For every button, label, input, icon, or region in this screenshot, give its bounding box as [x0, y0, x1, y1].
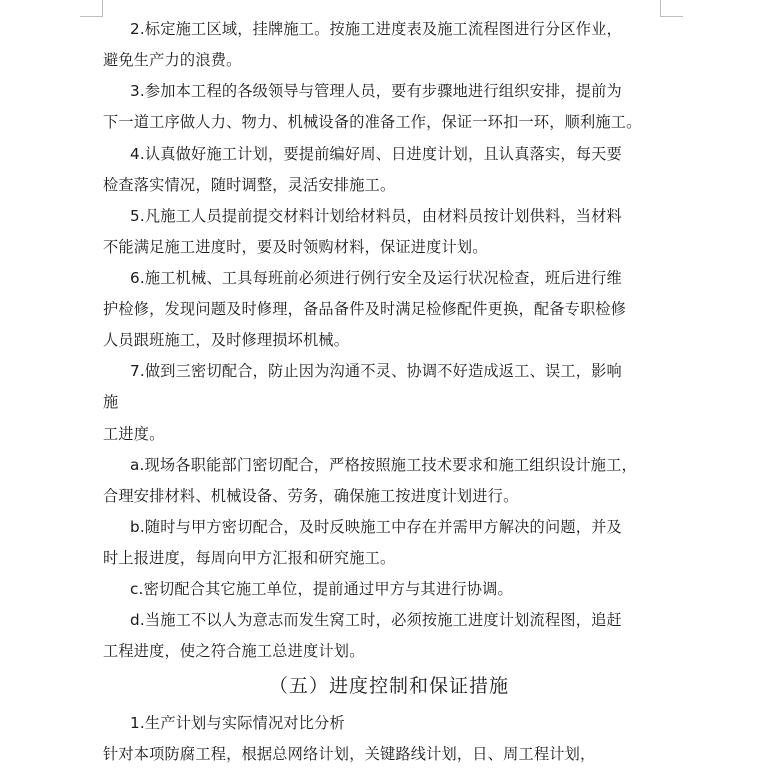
text-line: 5.凡施工人员提前提交材料计划给材料员，由材料员按计划供料，当材料	[130, 207, 622, 225]
text-line: b.随时与甲方密切配合，及时反映施工中存在并需甲方解决的问题，并及	[130, 518, 622, 536]
text-line: 4.认真做好施工计划，要提前编好周、日进度计划，且认真落实，每天要	[130, 145, 622, 163]
text-line: 时上报进度，每周向甲方汇报和研究施工。	[103, 549, 396, 567]
text-line: 2.标定施工区域，挂牌施工。按施工进度表及施工流程图进行分区作业，	[130, 20, 622, 38]
text-line: 6.施工机械、工具每班前必须进行例行安全及运行状况检查，班后进行维	[130, 269, 622, 287]
text-line: 工进度。	[103, 425, 165, 443]
text-line: 针对本项防腐工程，根据总网络计划，关键路线计划，日、周工程计划，	[103, 745, 596, 763]
subsection-heading: 1.生产计划与实际情况对比分析	[130, 714, 345, 732]
text-line: 避免生产力的浪费。	[103, 51, 242, 69]
text-line: 检查落实情况，随时调整，灵活安排施工。	[103, 176, 396, 194]
text-line: 人员跟班施工，及时修理损坏机械。	[103, 331, 350, 349]
text-line: d.当施工不以人为意志而发生窝工时，必须按施工进度计划流程图，追赶	[130, 611, 622, 629]
crop-mark-left	[80, 0, 103, 17]
crop-mark-right	[660, 0, 683, 17]
text-line: 7.做到三密切配合，防止因为沟通不灵、协调不好造成返工、误工，影响	[130, 362, 622, 380]
text-line: 合理安排材料、机械设备、劳务，确保施工按进度计划进行。	[103, 487, 519, 505]
text-line: 护检修，发现问题及时修理，备品备件及时满足检修配件更换，配备专职检修	[103, 300, 627, 318]
text-line: 施	[103, 393, 119, 411]
text-line: 3.参加本工程的各级领导与管理人员，要有步骤地进行组织安排，提前为	[130, 82, 622, 100]
text-line: c.密切配合其它施工单位，提前通过甲方与其进行协调。	[130, 580, 513, 598]
text-line: 下一道工序做人力、物力、机械设备的准备工作，保证一环扣一环，顺利施工。	[103, 113, 642, 131]
text-line: a.现场各职能部门密切配合，严格按照施工技术要求和施工组织设计施工，	[130, 456, 637, 474]
text-line: 工程进度，使之符合施工总进度计划。	[103, 642, 365, 660]
text-line: 不能满足施工进度时，要及时领购材料，保证进度计划。	[103, 238, 488, 256]
section-heading: （五）进度控制和保证措施	[268, 675, 509, 697]
